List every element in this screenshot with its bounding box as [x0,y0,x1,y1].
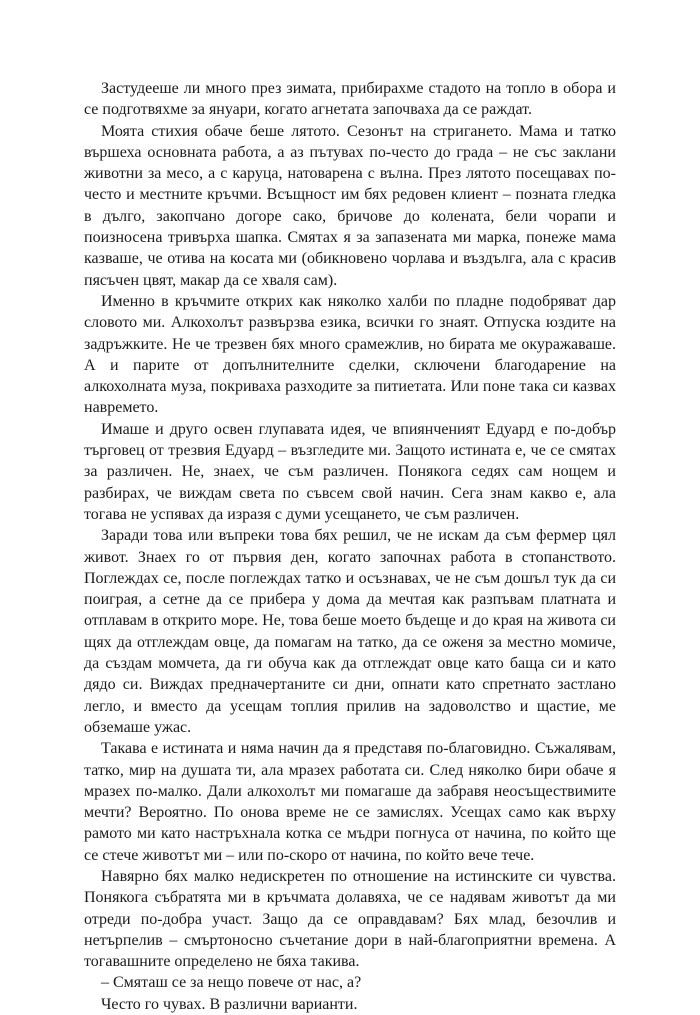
dialogue-line: – Смяташ се за нещо повече от нас, а? [101,974,362,992]
paragraph-5: Заради това или въпреки това бях решил, че не искам да съм фермер цял живот. Знаех го от първия ден, когато започнах работа в стопанството. Поглеждах се, после поглеждах татко и осъзнавах, че не съм дошъл тук да си поиграя, а сетне да се прибера у дома да мечтая как разпъвам платната и отплавам в открито море. Не, това беше моето бъдеще и до края на живота си щях да отглеждам овце, да помагам на татко, да се оженя за местно момиче, да създам момчета, да ги обуча как да отглеждат овце като баща си и като дядо си. Виждах предначертаните си дни, опнати като спретнато застлано легло, и вместо да усещам топлия прилив на задоволство и щастие, ме обземаше ужас. [84,527,616,736]
paragraph-9: Често го чувах. В различни варианти. [101,995,358,1013]
paragraph-1: Застудееше ли много през зимата, прибирахме стадото на топло в обора и се подготвяхме за януари, когато агнетата започваха да се раждат. [84,80,616,119]
paragraph-6: Такава е истината и няма начин да я представя по-благовидно. Съжалявам, татко, мир на душата ти, ала мразех работата си. След няколко бири обаче я мразех по-малко. Дали алкохолът ми помагаше да забравя неосъществимите мечти? Вероятно. По онова време не се замислях. Усещах само как върху рамото ми като настръхнала котка се мъдри погнуса от начина, по който ще се стече животът ми – или по-скоро от начина, по който вече тече. [84,740,616,864]
paragraph-7: Навярно бях малко недискретен по отношение на истинските си чувства. Понякога събратята ми в кръчмата долавяха, че се надявам животът да ми отреди по-добра участ. Защо да се оправдавам? Бях млад, безочлив и нетърпелив – смъртоносно съчетание дори в най-благоприятни времена. А тогавашните определено не бяха такива. [84,867,616,971]
paragraph-4: Имаше и друго освен глупавата идея, че впиянченият Едуард е по-добър търговец от трезвия Едуард – възгледите ми. Защото истината е, че се смятах за различен. Не, знаех, че съм различен. Понякога седях сам нощем и разбирах, че виждам света по съвсем свой начин. Сега знам какво е, ала тогава не успявах да изразя с думи усещането, че съм различен. [84,420,616,523]
paragraph-2: Моята стихия обаче беше лятото. Сезонът на стригането. Мама и татко вършеха основната работа, а аз пътувах по-често до града – не със заклани животни за месо, а с каруца, натоварена с вълна. През лятото посещавах по-често и местните кръчми. Всъщност им бях редовен клиент – позната гледка в дълго, закопчано догоре сако, бричове до колената, бели чорапи и поизносена тривърха шапка. Смятах я за запазената ми марка, понеже мама казваше, че отива на косата ми (обикновено чорлава и въздълга, ала с красив пясъчен цвят, макар да се хваля сам). [84,122,616,289]
paragraph-3: Именно в кръчмите открих как няколко халби по пладне подобряват дар словото ми. Алкохолът развързва езика, всички го знаят. Отпуска юздите на задръжките. Не че трезвен бях много срамежлив, но бирата ме окуражаваше. А и парите от допълнителните сделки, сключени благодарение на алкохолната муза, покриваха разходите за питиетата. Или поне така си казвах навремето. [84,292,616,417]
document-page [84,78,616,1015]
